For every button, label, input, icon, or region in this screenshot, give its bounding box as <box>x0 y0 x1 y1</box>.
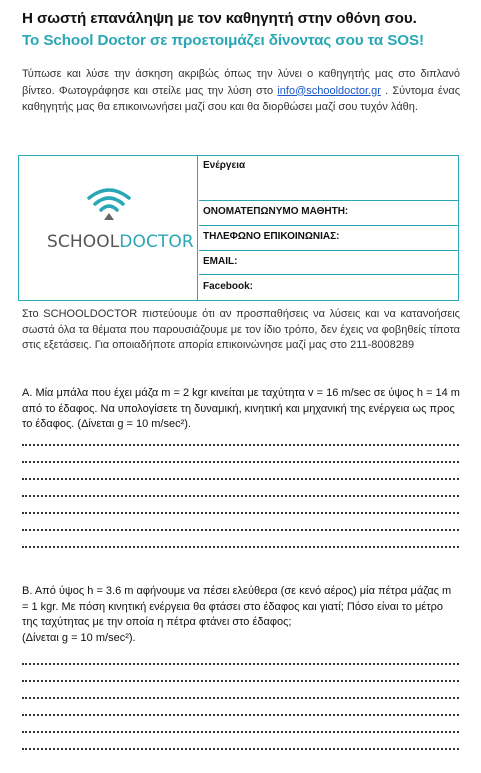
answer-line <box>22 529 459 531</box>
intro-paragraph <box>22 66 460 116</box>
answer-line <box>22 714 459 716</box>
answer-line <box>22 546 459 548</box>
support-paragraph: Στο SCHOOLDOCTOR πιστεύουμε ότι αν προσπαθήσεις να λύσεις και να κατανοήσεις σωστά όλα τα θέματα που παρουσιάζουμε με τον ίδιο τρόπο, δεν έχεις να φοβηθείς τίποτα στις εξετάσεις. Για οποιαδήποτε απορία επικοινώνησε μαζί μας στο 211-8008289 <box>22 308 460 351</box>
subject-field: Ενέργεια <box>199 156 458 201</box>
answer-line <box>22 478 459 480</box>
answer-line <box>22 731 459 733</box>
email-field: EMAIL: <box>199 251 458 275</box>
problem-b <box>22 584 460 646</box>
page-title: Η σωστή επανάληψη με τον καθηγητή στην οθόνη σου. <box>22 10 417 27</box>
answer-line <box>22 748 459 750</box>
schooldoctor-logo <box>47 232 194 252</box>
facebook-field: Facebook: <box>203 281 254 292</box>
problem-b-given: (Δίνεται g = 10 m/sec²). <box>22 631 136 644</box>
logo-doctor-text: DOCTOR <box>119 232 194 252</box>
answer-line <box>22 512 459 514</box>
student-name-field: ΟΝΟΜΑΤΕΠΩΝΥΜΟ ΜΑΘΗΤΗ: <box>199 201 458 226</box>
page-subtitle: Το School Doctor σε προετοιμάζει δίνοντας σου τα SOS! <box>22 32 424 49</box>
intro-text-after: . Σύντομα ένας καθηγητής μας θα επικοινωνήσει μαζί σου και θα διορθώσει μαζί σου τυχόν λάθη. <box>22 84 460 113</box>
intro-text-before: Τύπωσε και λύσε την άσκηση ακριβώς όπως την λύνει ο καθηγητής μας στο διπλανό βίντεο. Φωτογράφησε και στείλε μας την λύση στο <box>22 68 460 97</box>
phone-field: ΤΗΛΕΦΩΝΟ ΕΠΙΚΟΙΝΩΝΙΑΣ: <box>199 226 458 251</box>
email-link[interactable]: info@schooldoctor.gr <box>277 84 381 97</box>
logo-cell <box>19 156 198 300</box>
answer-line <box>22 697 459 699</box>
answer-line <box>22 444 459 446</box>
wifi-signal-icon <box>86 186 132 222</box>
answer-line <box>22 461 459 463</box>
student-info-table <box>18 155 459 301</box>
answer-line <box>22 680 459 682</box>
problem-a: Α. Μία μπάλα που έχει μάζα m = 2 kgr κινείται με ταχύτητα v = 16 m/sec σε ύψος h = 14 m από το έδαφος. Να υπολογίσετε τη δυναμική, κινητική και μηχανική της ενέργεια ως προς το έδαφος. (Δίνεται g = 10 m/sec²). <box>22 387 460 430</box>
problem-b-text: Β. Από ύψος h = 3.6 m αφήνουμε να πέσει ελεύθερα (σε κενό αέρος) μία πέτρα μάζας m = 1 kgr. Με πόση κινητική ενέργεια θα φτάσει στο έδαφος και γιατί; Πόσο είναι το μέτρο της ταχύτητας με την οποία η πέτρα φτάνει στο έδαφος; <box>22 585 452 628</box>
answer-line <box>22 663 459 665</box>
answer-line <box>22 495 459 497</box>
logo-school-text: SCHOOL <box>47 232 120 252</box>
